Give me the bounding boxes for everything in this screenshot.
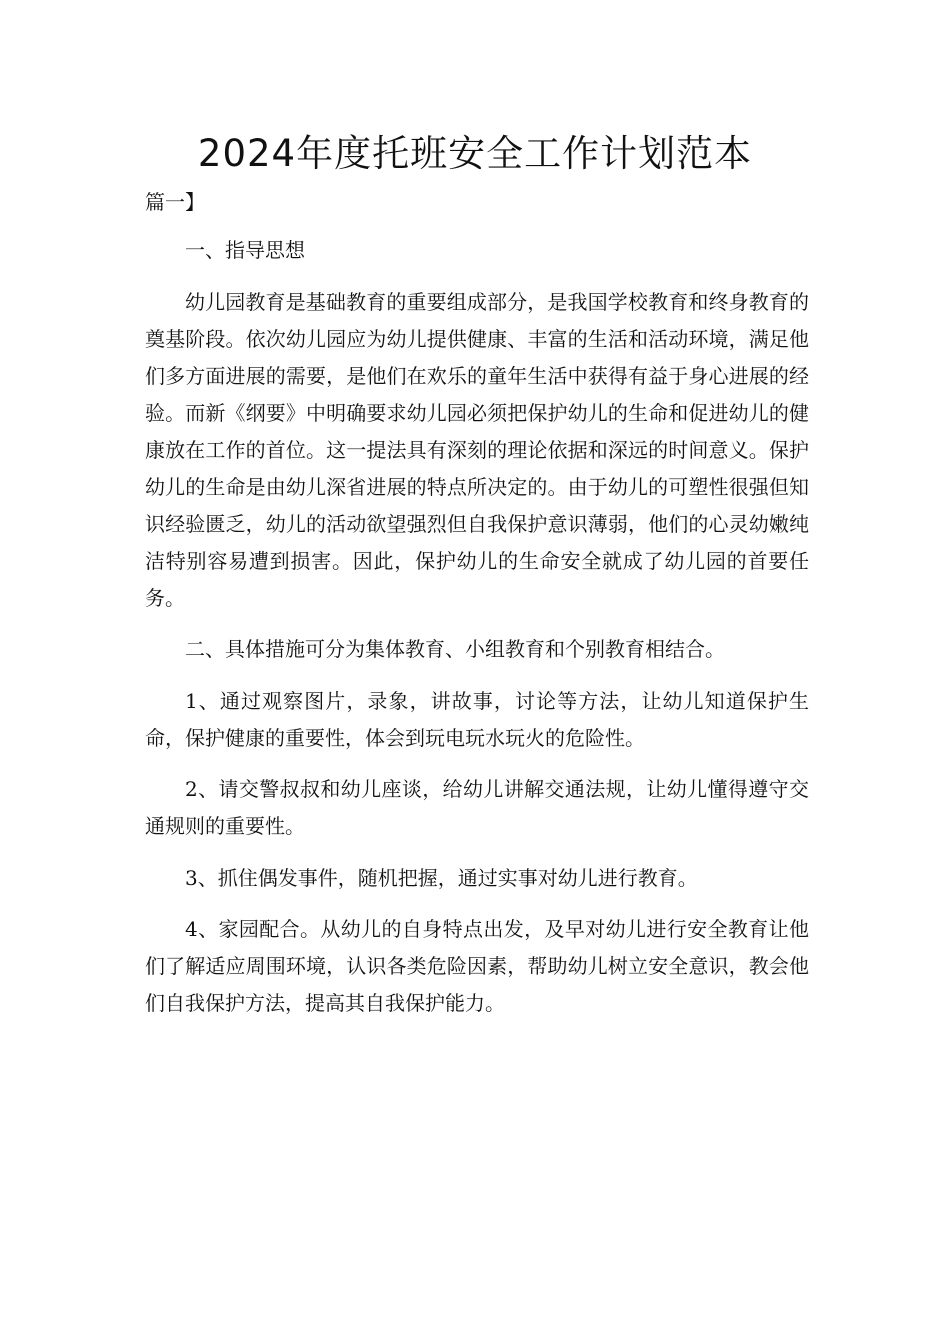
heading-guiding-ideology: 一、指导思想 bbox=[185, 238, 305, 262]
paragraph-guiding-ideology-text: 幼儿园教育是基础教育的重要组成部分，是我国学校教育和终身教育的奠基阶段。依次幼儿园应为幼儿提供健康、丰富的生活和活动环境，满足他们多方面进展的需要，是他们在欢乐的童年生活中获得有益于身心进展的经验。而新《纲要》中明确要求幼儿园必须把保护幼儿的生命和促进幼儿的健康放在工作的首位。这一提法具有深刻的理论依据和深远的时间意义。保护幼儿的生命是由幼儿深省进展的特点所决定的。由于幼儿的可塑性很强但知识经验匮乏，幼儿的活动欲望强烈但自我保护意识薄弱，他们的心灵幼嫩纯洁特别容易遭到损害。因此，保护幼儿的生命安全就成了幼儿园的首要任务。 bbox=[145, 289, 809, 610]
measure-item-3: 3、抓住偶发事件，随机把握，通过实事对幼儿进行教育。 bbox=[185, 865, 698, 890]
document-body bbox=[145, 232, 809, 1037]
heading-specific-measures: 二、具体措施可分为集体教育、小组教育和个别教育相结合。 bbox=[185, 637, 725, 661]
measure-item-2: 2、请交警叔叔和幼儿座谈，给幼儿讲解交通法规，让幼儿懂得遵守交通规则的重要性。 bbox=[145, 777, 809, 838]
measure-item-1: 1、通过观察图片，录象，讲故事，讨论等方法，让幼儿知道保护生命，保护健康的重要性，体会到玩电玩水玩火的危险性。 bbox=[145, 688, 809, 750]
section-marker: 篇一】 bbox=[145, 190, 205, 214]
measure-item-4: 4、家园配合。从幼儿的自身特点出发，及早对幼儿进行安全教育让他们了解适应周围环境，认识各类危险因素，帮助幼儿树立安全意识，教会他们自我保护方法，提高其自我保护能力。 bbox=[145, 917, 809, 1015]
document-title: 2024年度托班安全工作计划范本 bbox=[197, 132, 753, 175]
